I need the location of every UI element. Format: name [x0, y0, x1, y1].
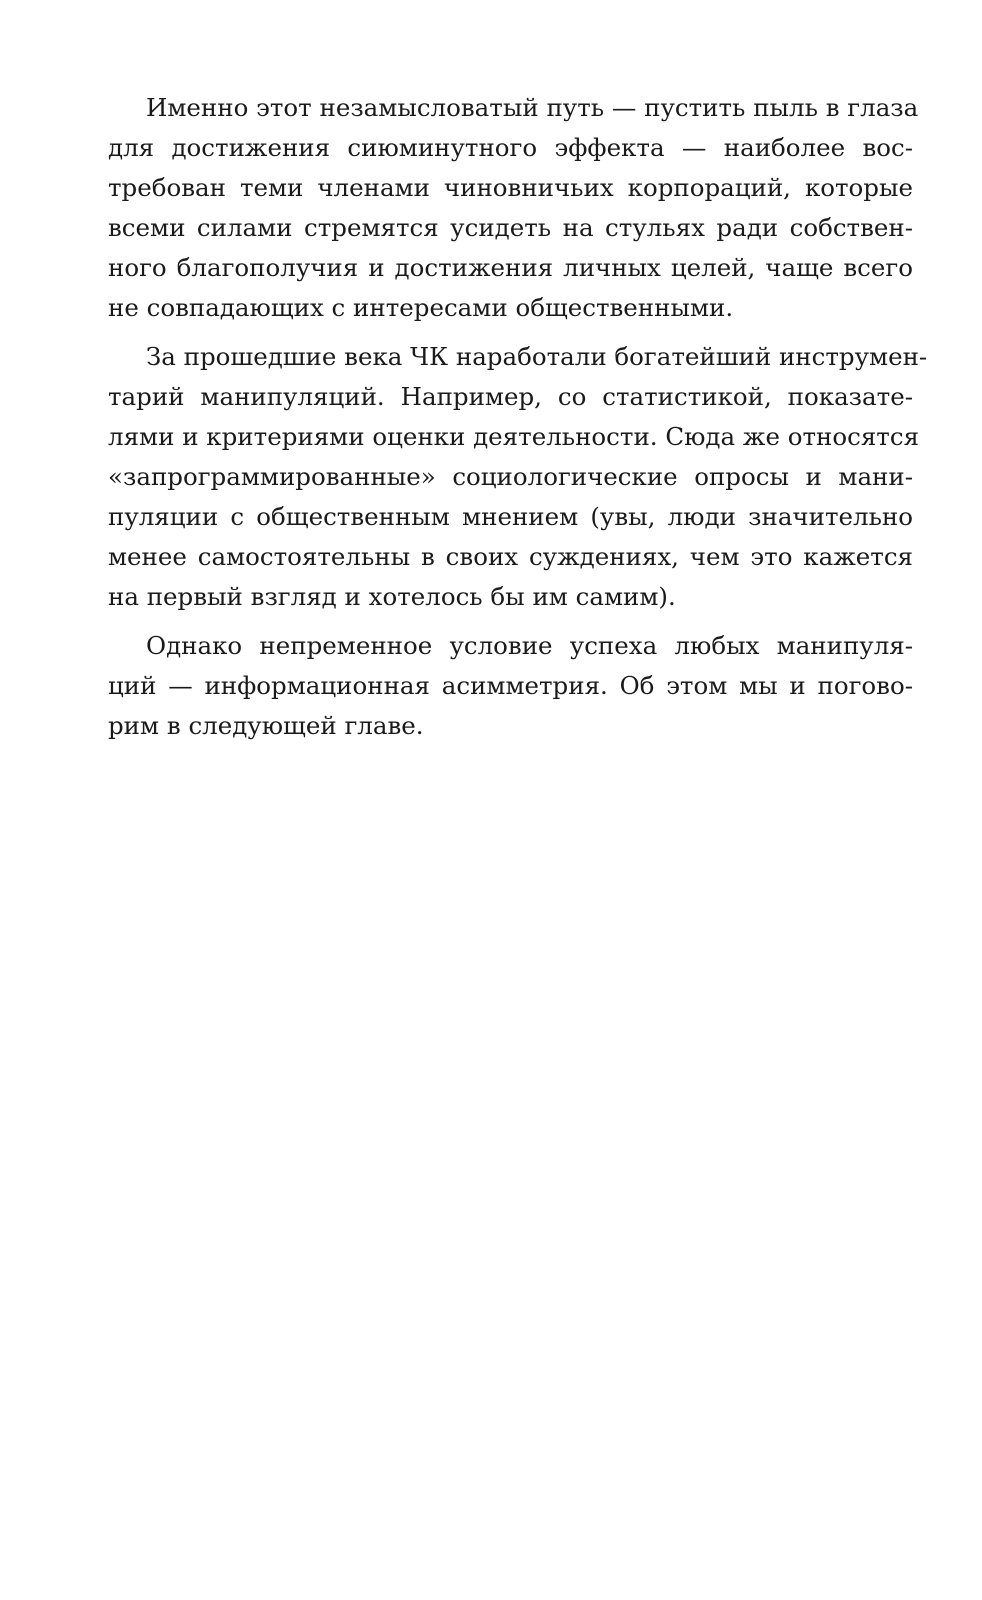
- text-line: За прошедшие века ЧК наработали богатейший инструмен-: [146, 342, 928, 371]
- paragraph-1: [108, 88, 919, 328]
- text-line: не совпадающих с интересами общественными.: [108, 293, 734, 322]
- text-line: тарий манипуляций. Например, со статистикой, показате-: [108, 382, 913, 411]
- text-line: менее самостоятельны в своих суждениях, чем это кажется: [108, 542, 913, 571]
- text-line: ций — информационная асимметрия. Об этом мы и погово-: [108, 671, 913, 700]
- text-line: лями и критериями оценки деятельности. Сюда же относятся: [108, 422, 920, 451]
- paragraph-2: [108, 337, 928, 617]
- text-line: всеми силами стремятся усидеть на стульях ради собствен-: [108, 213, 913, 242]
- text-line: Однако непременное условие успеха любых манипуля-: [146, 631, 913, 660]
- text-line: ного благополучия и достижения личных целей, чаще всего: [108, 253, 913, 282]
- text-line: рим в следующей главе.: [108, 711, 424, 740]
- paragraph-3: [108, 626, 913, 746]
- text-line: на первый взгляд и хотелось бы им самим).: [108, 582, 676, 611]
- text-line: пуляции с общественным мнением (увы, люди значительно: [108, 502, 913, 531]
- text-line: Именно этот незамысловатый путь — пустить пыль в глаза: [146, 93, 919, 122]
- text-line: требован теми членами чиновничьих корпораций, которые: [108, 173, 913, 202]
- text-line: для достижения сиюминутного эффекта — наиболее вос-: [108, 133, 913, 162]
- body-text: [108, 88, 928, 755]
- text-line: «запрограммированные» социологические опросы и мани-: [108, 462, 913, 491]
